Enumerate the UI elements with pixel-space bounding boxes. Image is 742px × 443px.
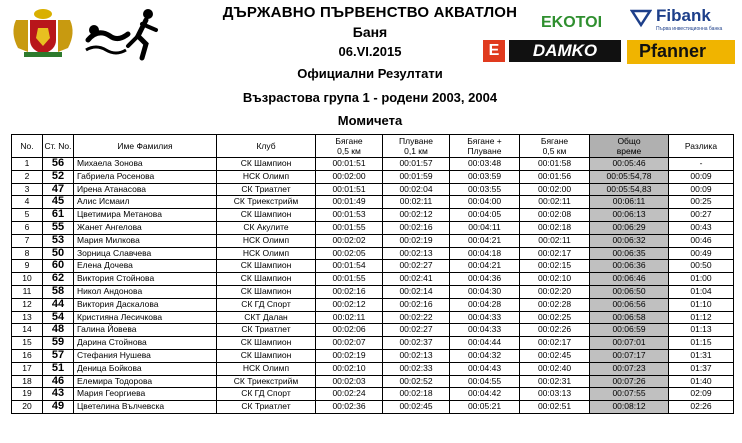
cell-run1-time: 00:02:11 (316, 311, 383, 324)
cell-run2-time: 00:02:08 (520, 209, 590, 222)
fibank-tagline: Първа инвестиционна банка (656, 26, 723, 32)
cell-start-no: 51 (43, 362, 74, 375)
cell-time-diff: 01:40 (669, 375, 734, 388)
cell-place: 16 (12, 349, 43, 362)
table-row (12, 247, 734, 260)
cell-swim-time: 00:02:41 (383, 273, 450, 286)
cell-club: СК Шампион (217, 273, 316, 286)
cell-place: 14 (12, 324, 43, 337)
results-subtitle: Официални Резултати (297, 66, 443, 81)
damko-logo (483, 40, 623, 64)
cell-run2-time: 00:02:40 (520, 362, 590, 375)
cell-athlete-name: Елемира Тодорова (74, 375, 217, 388)
cell-total-time: 00:07:17 (590, 349, 669, 362)
cell-run2-time: 00:01:56 (520, 170, 590, 183)
cell-total-time: 00:05:46 (590, 158, 669, 171)
cell-start-no: 43 (43, 388, 74, 401)
cell-run2-time: 00:02:45 (520, 349, 590, 362)
cell-run-swim-time: 00:04:18 (450, 247, 520, 260)
cell-club: СК ГД Спорт (217, 298, 316, 311)
col-header-start-no: Ст. No. (43, 135, 74, 158)
cell-time-diff: 01:12 (669, 311, 734, 324)
table-row (12, 375, 734, 388)
cell-place: 8 (12, 247, 43, 260)
cell-run-swim-time: 00:04:21 (450, 260, 520, 273)
cell-place: 15 (12, 337, 43, 350)
cell-run2-time: 00:02:17 (520, 247, 590, 260)
cell-run2-time: 00:02:15 (520, 260, 590, 273)
cell-athlete-name: Жанет Ангелова (74, 221, 217, 234)
cell-club: СК ГД Спорт (217, 388, 316, 401)
cell-swim-time: 00:02:11 (383, 196, 450, 209)
cell-total-time: 00:06:32 (590, 234, 669, 247)
cell-total-time: 00:07:01 (590, 337, 669, 350)
col-header-diff: Разлика (669, 135, 734, 158)
table-row (12, 196, 734, 209)
cell-run1-time: 00:02:19 (316, 349, 383, 362)
cell-run2-time: 00:02:17 (520, 337, 590, 350)
cell-swim-time: 00:02:14 (383, 285, 450, 298)
cell-athlete-name: Кристияна Лесичкова (74, 311, 217, 324)
cell-run1-time: 00:01:51 (316, 158, 383, 171)
cell-run-swim-time: 00:03:48 (450, 158, 520, 171)
cell-run1-time: 00:02:05 (316, 247, 383, 260)
cell-time-diff: 00:27 (669, 209, 734, 222)
cell-run1-time: 00:02:16 (316, 285, 383, 298)
cell-athlete-name: Стефания Нушева (74, 349, 217, 362)
cell-total-time: 00:07:23 (590, 362, 669, 375)
cell-run2-time: 00:02:28 (520, 298, 590, 311)
cell-start-no: 48 (43, 324, 74, 337)
cell-start-no: 45 (43, 196, 74, 209)
cell-club: СК Шампион (217, 349, 316, 362)
cell-total-time: 00:06:29 (590, 221, 669, 234)
cell-time-diff: 01:31 (669, 349, 734, 362)
cell-run1-time: 00:02:36 (316, 401, 383, 414)
cell-time-diff: 01:00 (669, 273, 734, 286)
cell-time-diff: 01:13 (669, 324, 734, 337)
cell-total-time: 00:06:56 (590, 298, 669, 311)
col-header-run-swim: Бягане + Плуване (450, 135, 520, 158)
cell-swim-time: 00:02:37 (383, 337, 450, 350)
cell-run2-time: 00:02:26 (520, 324, 590, 337)
cell-place: 10 (12, 273, 43, 286)
cell-run-swim-time: 00:04:28 (450, 298, 520, 311)
cell-run-swim-time: 00:05:21 (450, 401, 520, 414)
cell-start-no: 59 (43, 337, 74, 350)
col-header-name: Име Фамилия (74, 135, 217, 158)
cell-club: НСК Олимп (217, 247, 316, 260)
cell-time-diff: 00:50 (669, 260, 734, 273)
col-header-run2: Бягане 0,5 км (520, 135, 590, 158)
table-row (12, 183, 734, 196)
cell-run2-time: 00:03:13 (520, 388, 590, 401)
table-row (12, 311, 734, 324)
coat-of-arms-logo (8, 8, 78, 58)
cell-start-no: 50 (43, 247, 74, 260)
cell-club: СКТ Далан (217, 311, 316, 324)
cell-club: СК Акулите (217, 221, 316, 234)
cell-place: 4 (12, 196, 43, 209)
cell-run2-time: 00:02:11 (520, 196, 590, 209)
cell-time-diff: 02:26 (669, 401, 734, 414)
damko-wordmark: DAMKO (509, 40, 621, 62)
table-row (12, 362, 734, 375)
table-row (12, 401, 734, 414)
cell-place: 1 (12, 158, 43, 171)
cell-run-swim-time: 00:04:36 (450, 273, 520, 286)
event-date: 06.VI.2015 (338, 44, 402, 59)
cell-swim-time: 00:02:13 (383, 349, 450, 362)
table-row (12, 170, 734, 183)
table-row (12, 221, 734, 234)
cell-run-swim-time: 00:04:05 (450, 209, 520, 222)
cell-run1-time: 00:01:55 (316, 221, 383, 234)
cell-athlete-name: Мария Милкова (74, 234, 217, 247)
table-row (12, 298, 734, 311)
cell-time-diff: 01:37 (669, 362, 734, 375)
cell-athlete-name: Виктория Стойнова (74, 273, 217, 286)
col-header-run1: Бягане 0,5 км (316, 135, 383, 158)
cell-run2-time: 00:02:31 (520, 375, 590, 388)
cell-club: СК Шампион (217, 209, 316, 222)
cell-time-diff: 01:15 (669, 337, 734, 350)
cell-run1-time: 00:02:00 (316, 170, 383, 183)
cell-start-no: 46 (43, 375, 74, 388)
cell-start-no: 61 (43, 209, 74, 222)
cell-total-time: 00:08:12 (590, 401, 669, 414)
cell-run-swim-time: 00:04:43 (450, 362, 520, 375)
cell-athlete-name: Ирена Атанасова (74, 183, 217, 196)
cell-run-swim-time: 00:04:32 (450, 349, 520, 362)
cell-place: 11 (12, 285, 43, 298)
cell-start-no: 52 (43, 170, 74, 183)
cell-run-swim-time: 00:04:11 (450, 221, 520, 234)
cell-athlete-name: Деница Бойкова (74, 362, 217, 375)
table-row (12, 260, 734, 273)
cell-club: НСК Олимп (217, 234, 316, 247)
cell-swim-time: 00:02:52 (383, 375, 450, 388)
cell-time-diff: 00:09 (669, 183, 734, 196)
cell-athlete-name: Алис Исмаил (74, 196, 217, 209)
cell-run-swim-time: 00:04:21 (450, 234, 520, 247)
cell-place: 18 (12, 375, 43, 388)
cell-start-no: 62 (43, 273, 74, 286)
cell-total-time: 00:06:50 (590, 285, 669, 298)
results-table (11, 134, 734, 414)
cell-run-swim-time: 00:04:30 (450, 285, 520, 298)
cell-run-swim-time: 00:04:33 (450, 324, 520, 337)
cell-club: СК Шампион (217, 337, 316, 350)
cell-time-diff: 00:43 (669, 221, 734, 234)
cell-total-time: 00:06:46 (590, 273, 669, 286)
cell-start-no: 53 (43, 234, 74, 247)
cell-club: СК Шампион (217, 285, 316, 298)
cell-start-no: 44 (43, 298, 74, 311)
cell-run-swim-time: 00:03:55 (450, 183, 520, 196)
cell-time-diff: 00:49 (669, 247, 734, 260)
cell-run-swim-time: 00:04:44 (450, 337, 520, 350)
cell-place: 5 (12, 209, 43, 222)
cell-run2-time: 00:02:25 (520, 311, 590, 324)
cell-athlete-name: Галина Йовева (74, 324, 217, 337)
cell-total-time: 00:07:55 (590, 388, 669, 401)
cell-place: 12 (12, 298, 43, 311)
cell-swim-time: 00:02:27 (383, 260, 450, 273)
cell-club: СК Шампион (217, 260, 316, 273)
cell-place: 7 (12, 234, 43, 247)
cell-run1-time: 00:02:06 (316, 324, 383, 337)
cell-total-time: 00:07:26 (590, 375, 669, 388)
cell-run1-time: 00:01:55 (316, 273, 383, 286)
cell-place: 20 (12, 401, 43, 414)
table-row (12, 388, 734, 401)
table-row (12, 285, 734, 298)
cell-swim-time: 00:02:13 (383, 247, 450, 260)
aquathlon-logo (84, 6, 166, 62)
cell-run1-time: 00:02:12 (316, 298, 383, 311)
cell-total-time: 00:06:36 (590, 260, 669, 273)
table-header-row (12, 135, 734, 158)
cell-total-time: 00:05:54,78 (590, 170, 669, 183)
damko-e-icon: Е (483, 40, 505, 62)
cell-run2-time: 00:01:58 (520, 158, 590, 171)
cell-run-swim-time: 00:04:42 (450, 388, 520, 401)
cell-swim-time: 00:02:22 (383, 311, 450, 324)
cell-time-diff: 00:09 (669, 170, 734, 183)
cell-run2-time: 00:02:20 (520, 285, 590, 298)
cell-run1-time: 00:02:24 (316, 388, 383, 401)
event-title: ДЪРЖАВНО ПЪРВЕНСТВО АКВАТЛОН (222, 4, 518, 21)
cell-time-diff: 02:09 (669, 388, 734, 401)
cell-start-no: 55 (43, 221, 74, 234)
table-row (12, 158, 734, 171)
fibank-logo (630, 6, 738, 36)
cell-place: 3 (12, 183, 43, 196)
cell-start-no: 56 (43, 158, 74, 171)
cell-run1-time: 00:01:51 (316, 183, 383, 196)
cell-run-swim-time: 00:04:33 (450, 311, 520, 324)
cell-swim-time: 00:02:27 (383, 324, 450, 337)
cell-place: 2 (12, 170, 43, 183)
cell-run1-time: 00:02:07 (316, 337, 383, 350)
cell-start-no: 47 (43, 183, 74, 196)
ekotoi-logo: EKOTOI (541, 14, 603, 31)
cell-athlete-name: Цветимира Метанова (74, 209, 217, 222)
cell-time-diff: 00:25 (669, 196, 734, 209)
cell-total-time: 00:06:59 (590, 324, 669, 337)
cell-total-time: 00:06:13 (590, 209, 669, 222)
cell-time-diff: - (669, 158, 734, 171)
cell-club: СК Триатлет (217, 401, 316, 414)
cell-run-swim-time: 00:04:00 (450, 196, 520, 209)
cell-run1-time: 00:02:03 (316, 375, 383, 388)
cell-swim-time: 00:02:19 (383, 234, 450, 247)
cell-swim-time: 00:02:18 (383, 388, 450, 401)
age-group-title: Възрастова група 1 - родени 2003, 2004 (242, 90, 498, 105)
cell-run2-time: 00:02:00 (520, 183, 590, 196)
cell-athlete-name: Габриела Росенова (74, 170, 217, 183)
cell-place: 13 (12, 311, 43, 324)
table-row (12, 349, 734, 362)
cell-athlete-name: Елена Дочева (74, 260, 217, 273)
cell-total-time: 00:06:11 (590, 196, 669, 209)
event-place: Баня (352, 24, 388, 40)
cell-swim-time: 00:02:12 (383, 209, 450, 222)
table-row (12, 234, 734, 247)
col-header-no: No. (12, 135, 43, 158)
cell-run1-time: 00:02:10 (316, 362, 383, 375)
cell-start-no: 58 (43, 285, 74, 298)
pfanner-logo (627, 40, 735, 64)
cell-athlete-name: Зорница Славчева (74, 247, 217, 260)
cell-run2-time: 00:02:10 (520, 273, 590, 286)
cell-athlete-name: Цветелина Вълчевска (74, 401, 217, 414)
cell-swim-time: 00:02:04 (383, 183, 450, 196)
cell-time-diff: 00:46 (669, 234, 734, 247)
cell-club: СК Триатлет (217, 324, 316, 337)
cell-swim-time: 00:01:57 (383, 158, 450, 171)
table-row (12, 273, 734, 286)
cell-total-time: 00:06:35 (590, 247, 669, 260)
cell-swim-time: 00:02:16 (383, 298, 450, 311)
table-row (12, 324, 734, 337)
cell-athlete-name: Никол Андонова (74, 285, 217, 298)
col-header-swim: Плуване 0,1 км (383, 135, 450, 158)
cell-club: СК Триекстрийм (217, 375, 316, 388)
cell-run1-time: 00:01:54 (316, 260, 383, 273)
pfanner-wordmark: Pfanner (639, 41, 707, 61)
cell-club: СК Триатлет (217, 183, 316, 196)
cell-club: НСК Олимп (217, 170, 316, 183)
cell-place: 6 (12, 221, 43, 234)
cell-time-diff: 01:10 (669, 298, 734, 311)
cell-run1-time: 00:02:02 (316, 234, 383, 247)
cell-start-no: 49 (43, 401, 74, 414)
cell-total-time: 00:06:58 (590, 311, 669, 324)
cell-total-time: 00:05:54,83 (590, 183, 669, 196)
fibank-emblem-icon (630, 7, 652, 29)
cell-athlete-name: Михаела Зонова (74, 158, 217, 171)
cell-athlete-name: Мария Георгиева (74, 388, 217, 401)
cell-athlete-name: Виктория Даскалова (74, 298, 217, 311)
cell-run2-time: 00:02:51 (520, 401, 590, 414)
cell-time-diff: 01:04 (669, 285, 734, 298)
fibank-name: Fibank (656, 6, 711, 25)
cell-club: СК Шампион (217, 158, 316, 171)
cell-start-no: 57 (43, 349, 74, 362)
cell-swim-time: 00:01:59 (383, 170, 450, 183)
cell-swim-time: 00:02:33 (383, 362, 450, 375)
cell-swim-time: 00:02:16 (383, 221, 450, 234)
cell-place: 17 (12, 362, 43, 375)
col-header-club: Клуб (217, 135, 316, 158)
cell-athlete-name: Дарина Стойнова (74, 337, 217, 350)
cell-run2-time: 00:02:18 (520, 221, 590, 234)
cell-place: 9 (12, 260, 43, 273)
cell-club: НСК Олимп (217, 362, 316, 375)
col-header-total: Общо време (590, 135, 669, 158)
cell-run-swim-time: 00:04:55 (450, 375, 520, 388)
cell-club: СК Триекстрийм (217, 196, 316, 209)
cell-swim-time: 00:02:45 (383, 401, 450, 414)
cell-run2-time: 00:02:11 (520, 234, 590, 247)
cell-place: 19 (12, 388, 43, 401)
table-row (12, 337, 734, 350)
table-row (12, 209, 734, 222)
cell-run1-time: 00:01:49 (316, 196, 383, 209)
category-title: Момичета (337, 113, 403, 128)
cell-run1-time: 00:01:53 (316, 209, 383, 222)
cell-start-no: 54 (43, 311, 74, 324)
cell-start-no: 60 (43, 260, 74, 273)
cell-run-swim-time: 00:03:59 (450, 170, 520, 183)
